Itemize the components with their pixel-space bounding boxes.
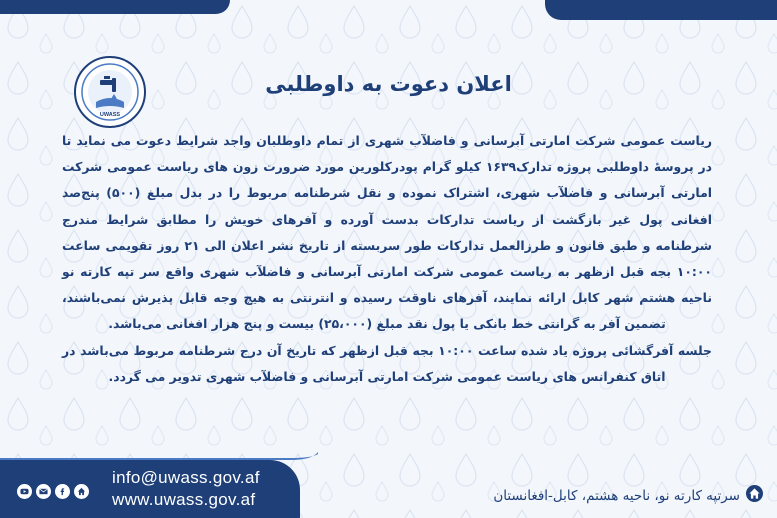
address	[493, 485, 763, 506]
website-link[interactable]: www.uwass.gov.af	[112, 490, 256, 509]
footer-accent-curve	[0, 452, 318, 460]
home-address-icon	[746, 485, 763, 506]
email-icon[interactable]	[36, 484, 51, 499]
announcement-paragraph-2: جلسه آفرگشائی پروژه یاد شده ساعت ۱۰:۰۰ بجه قبل ازظهر که تاریخ آن درج شرطنامه مربوط می‌باشد در اتاق کنفرانس های ریاست عمومی شرکت امارتی آبرسانی و فاضلآب شهری تدویر می گردد.	[62, 342, 712, 384]
page-title: اعلان دعوت به داوطلبی	[265, 72, 512, 96]
top-left-decoration	[0, 0, 230, 14]
logo-caption: UWASS	[99, 112, 121, 118]
announcement-paragraph-1: ریاست عمومی شرکت امارتی آبرسانی و فاضلآب شهری از تمام داوطلبان واجد شرایط دعوت می نماید تا در پروسهٔ داوطلبی پروژه تدارک۱۶۳۹ کیلو گرام پودرکلورین مورد ضرورت زون های ریاست عمومی شرکت امارتی آبرسانی و فاضلآب شهری، اشتراک نموده و نقل شرطنامه مربوط را در بدل مبلغ (۵۰۰) پنج‌صد افغانی پول غیر بازگشت از ریاست تدارکات بدست آورده و آفرهای خویش را مطابق شرایط مندرج شرطنامه و طبق قانون و طرزالعمل تدارکات طور سربسته از تاریخ نشر اعلان الی ۲۱ روز تقویمی ساعت ۱۰:۰۰ بجه قبل ازظهر به ریاست عمومی شرکت امارتی آبرسانی و فاضلآب شهری واقع سر تپه کارته نو ناحیه هشتم شهر کابل ارائه نمایند، آفرهای ناوقت رسیده و انترنتی به هیچ وجه قابل پذیرش نمی‌باشند، تضمین آفر به گرانتی خط بانکی یا پول نقد مبلغ (۲۵،۰۰۰) بیست و پنج هزار افغانی می‌باشد.	[62, 133, 712, 332]
contact-info	[112, 467, 260, 511]
announcement-body	[62, 128, 712, 390]
email-link[interactable]: info@uwass.gov.af	[112, 468, 260, 487]
youtube-icon[interactable]	[17, 484, 32, 499]
address-text: سرتپه کارته نو، ناحیه هشتم، کابل-افغانستان	[493, 487, 740, 504]
home-icon[interactable]	[74, 484, 89, 499]
footer-social-icons	[17, 484, 89, 499]
top-right-decoration	[545, 0, 777, 20]
facebook-icon[interactable]	[55, 484, 70, 499]
